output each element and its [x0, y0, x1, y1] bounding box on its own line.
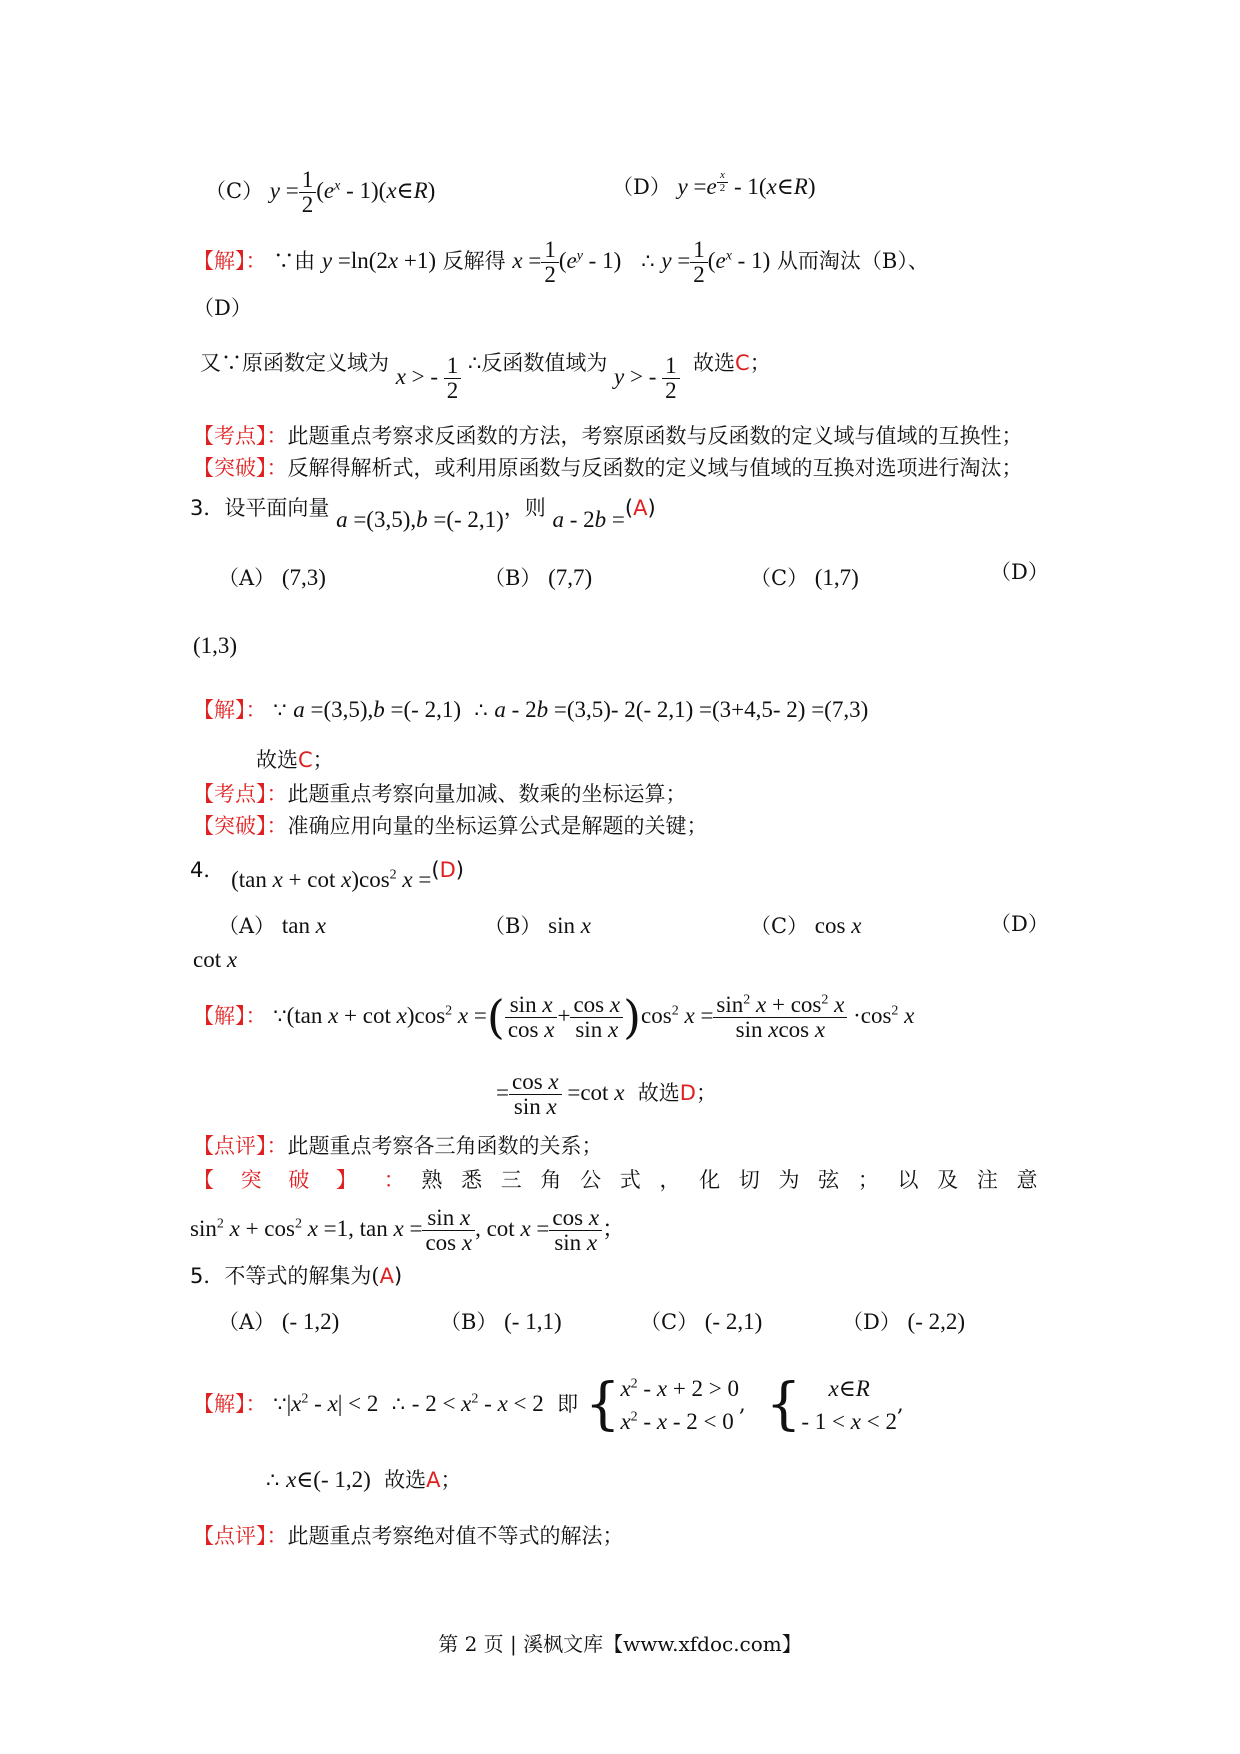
formula: a - 2b =	[552, 507, 625, 532]
formula: (7,3)	[281, 565, 326, 590]
solution-tag: 【解】：	[193, 1003, 267, 1028]
q3-option-b	[484, 564, 592, 592]
q3-choose	[256, 748, 334, 773]
q2-solution	[193, 238, 929, 287]
q4-option-a	[218, 912, 326, 940]
formula: y =ln(2x +1)	[321, 247, 436, 273]
q5-conclusion: ∴ x∈(- 1,2) 故选A；	[266, 1467, 462, 1492]
q4-solution-result	[496, 1070, 717, 1119]
text: 此题重点考察求反函数的方法，考察原函数与反函数的定义域与值域的互换性；	[287, 424, 1023, 448]
q5-option-a	[218, 1308, 339, 1336]
text: ∴反函数值域为	[467, 350, 608, 375]
q3-option-c	[750, 564, 859, 592]
q4-tupo-formula	[190, 1206, 625, 1255]
q3-option-d-value: (1,3)	[193, 633, 238, 658]
q4-option-d-value: cot x	[193, 947, 238, 972]
formula: $|x^2 - x| < 2$	[286, 1390, 379, 1416]
q5-option-c	[640, 1308, 762, 1336]
option-label: （A）	[218, 914, 276, 938]
formula: x∈(- 1,2)	[286, 1467, 371, 1492]
formula: $x^2 - x + 2 > 0$ $x^2 - x - 2 < 0$	[620, 1376, 740, 1435]
footer-text: 第 2 页 | 溪枫文库【www.xfdoc.com】	[438, 1632, 802, 1656]
tupo-tag: 【突破】：	[193, 814, 288, 838]
answer: A	[379, 1264, 394, 1288]
formula: (- 2,1)	[704, 1309, 763, 1334]
formula: sin x	[548, 913, 591, 938]
formula: - $2 < x^2 - x < 2$	[411, 1390, 544, 1416]
text: 故选	[693, 350, 736, 375]
tupo-tag: 【 突 破 】 ：	[193, 1168, 415, 1192]
q2-option-c	[205, 168, 435, 217]
option-label: （C）	[750, 566, 809, 590]
formula: cos x	[814, 913, 862, 938]
question-number: 3．	[190, 496, 225, 520]
formula: $\sin^2 x + \cos^2 x =1$, tan x = $\frac{\text{sin x}}{\text{cos x}}$ , cot x = $\frac{\text{cos x}}{\text{sin x}}$ ；	[190, 1205, 626, 1256]
q3-kaodian	[193, 782, 687, 807]
q2-tupo	[193, 456, 1023, 481]
q5-option-b	[440, 1308, 562, 1336]
q2-solution-domain	[200, 340, 771, 404]
kaodian-tag: 【考点】：	[193, 424, 288, 448]
q3-option-a	[218, 564, 326, 592]
formula: y =e $^{\frac{x}{2}}$ - 1(x∈R)	[677, 169, 816, 199]
question-number: 4．	[190, 858, 225, 882]
option-label: （D）	[990, 560, 1049, 584]
answer: A	[633, 496, 648, 520]
formula: x = $\frac{1}{2}$ $(e^y - 1)$	[512, 237, 622, 288]
text: 此题重点考察各三角函数的关系；	[287, 1134, 603, 1158]
option-label: （A）	[218, 1310, 276, 1334]
text: ；	[749, 350, 771, 375]
text: )	[393, 1264, 403, 1288]
q5-solution: 【解】： $\because|x^2 - x| < 2$ ∴ - $2 < x^2 - x < 2$ 即 { $x^2 - x + 2 > 0$ $x^2 - x - 2 < 0$ , { x∈R - 1 < x < 2 ,	[193, 1372, 904, 1438]
text: ；	[695, 1080, 717, 1105]
formula: (- 1,1)	[504, 1309, 562, 1334]
formula: (tan $x + \cot x)\cos^2$ x =( $\frac{\text{sin x}}{\text{cos x}}$ + $\frac{\text{cos x}}{\text{sin x}}$ )$\cos^2$ x = $\frac{\sin^2 x + \cos^2 x}{\text{sin xcos x}}$ $\cdot\cos^2$ x	[286, 990, 915, 1044]
formula: (1,7)	[814, 565, 859, 590]
solution-tag: 【解】：	[193, 1391, 267, 1416]
text: ；	[312, 748, 334, 772]
formula: x > - $\frac{1}{2}$	[396, 364, 462, 389]
formula: (- 2,2)	[907, 1309, 966, 1334]
text: 反解得	[442, 248, 506, 273]
text: 从而淘汰（B）、	[776, 248, 929, 273]
solution-continuation: （D）	[193, 296, 252, 320]
option-label: （B）	[484, 914, 542, 938]
answer: D	[439, 858, 456, 882]
text: 此题重点考察绝对值不等式的解法；	[287, 1524, 624, 1548]
q4-dianping	[193, 1134, 603, 1159]
text: 熟 悉 三 角 公 式 ， 化 切 为 弦 ； 以 及 注 意	[421, 1168, 1044, 1192]
formula: (- 1,2)	[281, 1309, 340, 1334]
solution-tag: 【解】：	[193, 248, 267, 273]
dianping-tag: 【点评】：	[193, 1134, 288, 1158]
dianping-tag: 【点评】：	[193, 1524, 288, 1548]
q3-option-d	[990, 560, 1049, 585]
option-label: （B）	[440, 1310, 498, 1334]
q5-stem	[190, 1264, 402, 1289]
text: 反解得解析式，或利用原函数与反函数的定义域与值域的互换对选项进行淘汰；	[287, 456, 1023, 480]
option-label: （C）	[640, 1310, 699, 1334]
text: 故选	[384, 1468, 427, 1492]
text: 设平面向量	[224, 496, 330, 520]
answer: C	[298, 748, 313, 772]
q4-option-b	[484, 912, 591, 940]
q4-option-c	[750, 912, 861, 940]
formula: y = $\frac{1}{2}$ $(e^x - 1)$	[661, 237, 771, 288]
text: ∴	[641, 248, 655, 273]
answer: D	[679, 1080, 696, 1105]
formula: tan x	[281, 913, 326, 938]
formula: a =(3,5),b =(- 2,1)	[336, 507, 504, 532]
text: 即	[557, 1391, 579, 1416]
option-label: （D）	[842, 1310, 901, 1334]
kaodian-tag: 【考点】：	[193, 782, 288, 806]
text: ，则	[503, 496, 546, 520]
option-label: （C）	[750, 914, 809, 938]
formula: y > - $\frac{1}{2}$	[614, 364, 680, 389]
q2-kaodian	[193, 424, 1023, 449]
answer: A	[426, 1468, 441, 1492]
formula: (tan $x + \cot x)\cos^2$ x =	[231, 867, 432, 892]
text: 准确应用向量的坐标运算公式是解题的关键；	[287, 814, 708, 838]
question-number: 5．	[190, 1264, 225, 1288]
formula: = $\frac{\text{cos x}}{\text{sin x}}$ =cot x	[496, 1069, 625, 1120]
option-label: （B）	[484, 566, 542, 590]
formula: (7,7)	[548, 565, 593, 590]
text: 故选	[637, 1080, 680, 1105]
text: 故选	[256, 748, 298, 772]
formula: x∈R - 1 < x < 2	[801, 1376, 897, 1435]
q3-solution: 【解】： ∵ a =(3,5),b =(- 2,1) ∴ a - 2b =(3,5)- 2(- 2,1) =(3+4,5- 2) =(7,3)	[193, 697, 869, 722]
formula: y = $\frac{1}{2}$ ($e^x$ - 1)(x∈R)	[269, 167, 436, 218]
q4-option-d	[990, 912, 1049, 937]
tupo-tag: 【突破】：	[193, 456, 288, 480]
q5-dianping	[193, 1524, 624, 1549]
text: ∵由	[273, 248, 316, 273]
formula: a - 2b =(3,5)- 2(- 2,1) =(3+4,5- 2) =(7,3)	[494, 697, 869, 722]
text: ；	[440, 1468, 462, 1492]
q4-stem: 4． (tan $x + \cot x)\cos^2$ x =(D)	[190, 858, 464, 892]
answer: C	[735, 350, 750, 375]
option-label: （D）	[612, 174, 671, 199]
option-label: （A）	[218, 566, 276, 590]
q4-solution: 【解】： ∵(tan $x + \cot x)\cos^2$ x =( $\frac{\text{sin x}}{\text{cos x}}$ + $\frac{\text{cos x}}{\text{sin x}}$ )$\cos^2$ x = $\frac{\sin^2 x + \cos^2 x}{\text{sin xcos x}}$ $\cdot\cos^2$ x	[193, 990, 915, 1044]
option-label: （C）	[205, 178, 264, 203]
q5-option-d	[842, 1308, 965, 1336]
q3-stem: 3．设平面向量 a =(3,5),b =(- 2,1)，则 a - 2b =(A)	[190, 496, 656, 532]
page-footer	[0, 1628, 1240, 1657]
solution-tag: 【解】：	[193, 698, 267, 722]
option-label: （D）	[990, 912, 1049, 936]
q4-tupo	[193, 1168, 1045, 1193]
text: 又∵原函数定义域为	[200, 350, 389, 375]
formula: a =(3,5),b =(- 2,1)	[293, 697, 461, 722]
text: 此题重点考察向量加减、数乘的坐标运算；	[287, 782, 687, 806]
q2-option-d	[612, 170, 816, 201]
text: 不等式的解集为(	[224, 1264, 380, 1288]
q3-tupo	[193, 814, 708, 839]
